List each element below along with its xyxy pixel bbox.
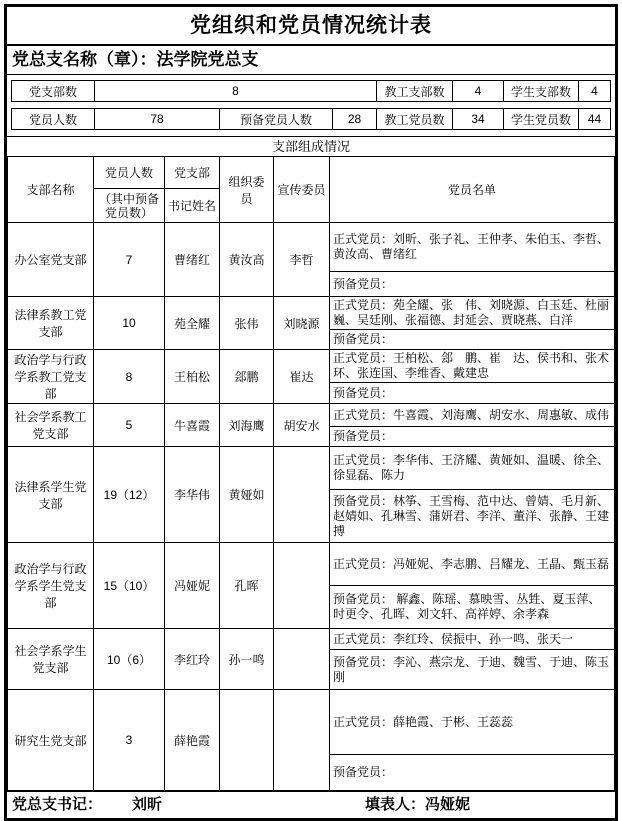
student-branch-label: 学生支部数 (504, 81, 579, 102)
col-header-roster: 党员名单 (330, 157, 615, 223)
probationary-members-cell: 预备党员： 解鑫、陈瑶、慕映雪、丛甡、夏玉萍、时更令、孔晖、刘文轩、高祥婷、余孝森 (330, 586, 615, 629)
secretary-cell: 李华伟 (165, 447, 220, 543)
publicity-cell (274, 543, 330, 629)
student-member-value: 44 (579, 109, 611, 130)
branch-name-cell: 办公室党支部 (8, 223, 94, 297)
secretary-cell: 薛艳霞 (165, 690, 220, 791)
student-member-label: 学生党员数 (504, 109, 579, 130)
publicity-cell: 李哲 (274, 223, 330, 297)
member-count-cell: 5 (94, 404, 165, 447)
member-count-cell: 7 (94, 223, 165, 297)
organizer-cell: 黄娅如 (220, 447, 274, 543)
member-total-value: 78 (95, 109, 220, 130)
branch-total-value: 8 (95, 81, 377, 102)
col-header-secretary-bottom: 书记姓名 (165, 189, 220, 223)
branch-name-cell: 法律系学生党支部 (8, 447, 94, 543)
probationary-members-cell: 预备党员： (330, 272, 615, 297)
secretary-cell: 李红玲 (165, 629, 220, 690)
organizer-cell: 张伟 (220, 297, 274, 350)
branch-composition-table (7, 156, 615, 791)
section-title: 支部组成情况 (7, 136, 615, 156)
formal-members-cell: 正式党员：刘昕、张子礼、王仲孝、朱伯玉、李哲、黄汝高、曹绪红 (330, 223, 615, 272)
member-count-cell: 19（12） (94, 447, 165, 543)
member-count-cell: 10（6） (94, 629, 165, 690)
organizer-cell: 孔晖 (220, 543, 274, 629)
col-header-publicity: 宣传委员 (274, 157, 330, 223)
organizer-cell: 郐鹏 (220, 350, 274, 404)
branch-name-cell: 社会学系学生党支部 (8, 629, 94, 690)
staff-member-label: 教工党员数 (377, 109, 453, 130)
member-count-cell: 15（10） (94, 543, 165, 629)
secretary-cell: 牛喜霞 (165, 404, 220, 447)
form-filler-label: 填表人： (365, 796, 426, 813)
formal-members-cell: 正式党员：冯娅妮、李志鹏、吕耀龙、王晶、甄玉磊 (330, 543, 615, 586)
probationary-members-cell: 预备党员：林筝、王雪梅、范中达、曾婧、毛月新、赵婧如、孔琳雪、蒲妍君、李洋、董洋、张静、王建搏 (330, 490, 615, 543)
col-header-secretary-top: 党支部 (165, 157, 220, 189)
summary-stats (7, 75, 615, 136)
summary-stats-row-branches (11, 80, 611, 102)
member-count-cell: 8 (94, 350, 165, 404)
member-count-cell: 10 (94, 297, 165, 350)
formal-members-cell: 正式党员：苑全耀、张 伟、刘晓源、白玉廷、杜丽巍、吴廷刚、张福德、封延会、贾晓燕、白洋 (330, 297, 615, 330)
staff-branch-label: 教工支部数 (377, 81, 453, 102)
organizer-cell: 孙一鸣 (220, 629, 274, 690)
publicity-cell (274, 629, 330, 690)
statistics-form (4, 4, 618, 821)
publicity-cell: 崔达 (274, 350, 330, 404)
probationary-total-label: 预备党员人数 (220, 109, 333, 130)
col-header-count-top: 党员人数 (94, 157, 165, 189)
secretary-cell: 曹绪红 (165, 223, 220, 297)
secretary-cell: 冯娅妮 (165, 543, 220, 629)
probationary-members-cell: 预备党员： (330, 427, 615, 447)
secretary-cell: 王柏松 (165, 350, 220, 404)
summary-stats-row-members (11, 108, 611, 130)
col-header-count-bottom: （其中预备党员数） (94, 189, 165, 223)
probationary-members-cell: 预备党员： (330, 383, 615, 404)
publicity-cell: 胡安水 (274, 404, 330, 447)
formal-members-cell: 正式党员：薛艳霞、于彬、王蕊蕊 (330, 690, 615, 755)
probationary-total-value: 28 (333, 109, 377, 130)
secretary-signature-label: 党总支书记： (12, 796, 103, 813)
formal-members-cell: 正式党员：王柏松、郐 鹏、崔 达、侯书和、张术环、张连国、李维香、戴建忠 (330, 350, 615, 383)
member-total-label: 党员人数 (12, 109, 95, 130)
secretary-signature-name: 刘昕 (132, 796, 163, 813)
publicity-cell (274, 690, 330, 791)
probationary-members-cell: 预备党员： (330, 755, 615, 791)
branch-name-cell: 政治学与行政学系教工党支部 (8, 350, 94, 404)
member-count-cell: 3 (94, 690, 165, 791)
publicity-cell: 刘晓源 (274, 297, 330, 350)
publicity-cell (274, 447, 330, 543)
footer-signature-row (7, 791, 615, 818)
form-filler-name: 冯娅妮 (425, 796, 471, 813)
branch-name-cell: 政治学与行政学系学生党支部 (8, 543, 94, 629)
col-header-organizer: 组织委员 (220, 157, 274, 223)
formal-members-cell: 正式党员：牛喜霞、刘海鹰、胡安水、周惠敏、成伟 (330, 404, 615, 427)
student-branch-value: 4 (579, 81, 611, 102)
branch-name-cell: 社会学系教工党支部 (8, 404, 94, 447)
organizer-cell: 黄汝高 (220, 223, 274, 297)
organizer-cell (220, 690, 274, 791)
org-name-line: 党总支名称（章）：法学院党总支 (7, 46, 615, 75)
organizer-cell: 刘海鹰 (220, 404, 274, 447)
form-filler (365, 792, 470, 818)
branch-name-cell: 法律系教工党支部 (8, 297, 94, 350)
staff-member-value: 34 (453, 109, 504, 130)
staff-branch-value: 4 (453, 81, 504, 102)
page-title: 党组织和党员情况统计表 (7, 7, 615, 46)
formal-members-cell: 正式党员：李华伟、王济耀、黄娅如、温暖、徐全、徐显磊、陈力 (330, 447, 615, 490)
secretary-cell: 苑全耀 (165, 297, 220, 350)
branch-total-label: 党支部数 (12, 81, 95, 102)
col-header-branch: 支部名称 (8, 157, 94, 223)
probationary-members-cell: 预备党员： (330, 330, 615, 350)
branch-name-cell: 研究生党支部 (8, 690, 94, 791)
probationary-members-cell: 预备党员：李沁、燕宗龙、于迪、魏雪、于迪、陈玉刚 (330, 650, 615, 690)
formal-members-cell: 正式党员：李红玲、侯振中、孙一鸣、张天一 (330, 629, 615, 650)
